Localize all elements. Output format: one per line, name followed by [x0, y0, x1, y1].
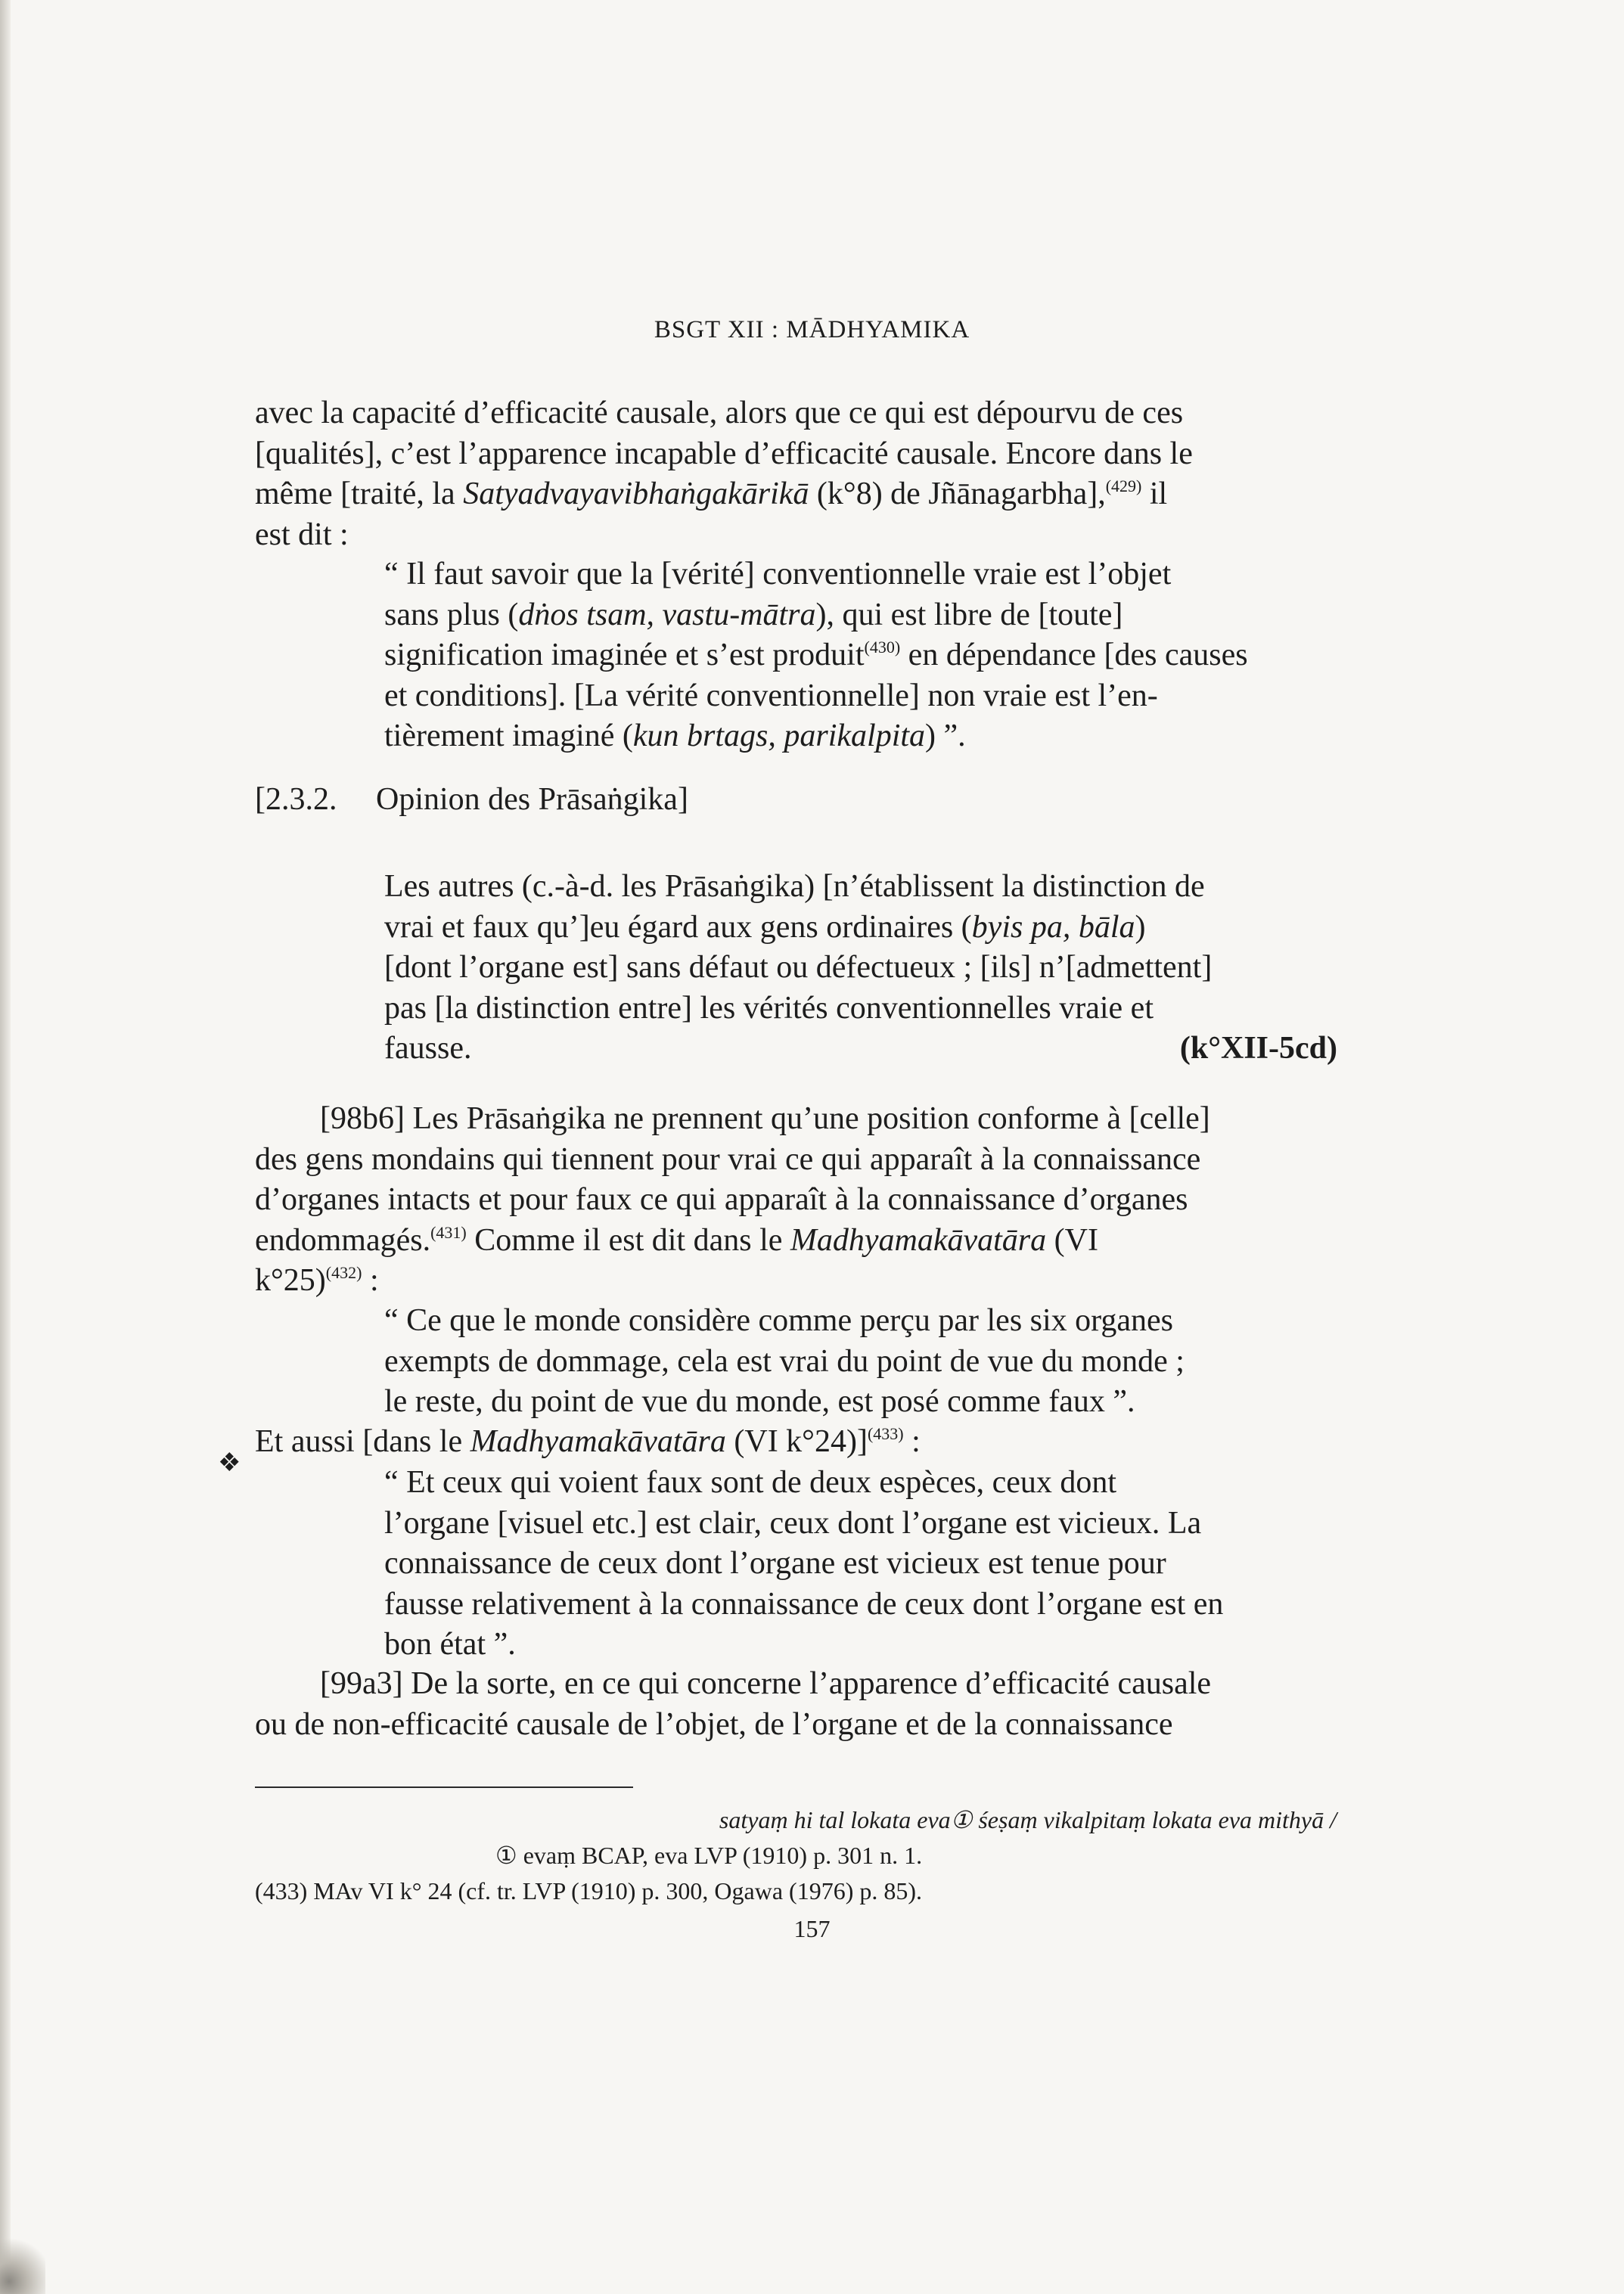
running-head: BSGT XII : MĀDHYAMIKA: [654, 316, 970, 343]
p3-line-1: [255, 1422, 1335, 1463]
page-number: 157: [793, 1915, 831, 1942]
verse-l2-text: vrai et faux qu’]eu égard aux gens ordinaires (: [384, 909, 972, 945]
verse-line-5: [384, 1029, 1337, 1069]
footnote-ref-433[interactable]: (433): [867, 1424, 904, 1443]
paragraph-4: [255, 1664, 1335, 1745]
verse-line-2: [384, 908, 1337, 948]
q3-line-3: connaissance de ceux dont l’organe est vicieux est tenue pour: [384, 1546, 1166, 1581]
footnote-variant-note: ① evaṃ BCAP, eva LVP (1910) p. 301 n. 1.: [495, 1842, 923, 1869]
p3-text-b: (VI k°24)]: [725, 1424, 868, 1459]
section-title: Opinion des Prāsaṅgika]: [376, 782, 688, 817]
q3-line-1: “ Et ceux qui voient faux sont de deux espèces, ceux dont: [384, 1465, 1117, 1500]
p2-l4-text: endommagés.: [255, 1222, 431, 1258]
tibetan-sanskrit-term: byis pa, bāla: [971, 909, 1135, 945]
footnote-ref-431[interactable]: (431): [430, 1222, 467, 1242]
p1-line-1: avec la capacité d’efficacité causale, alors que ce qui est dépourvu de ces: [255, 396, 1184, 430]
tibetan-sanskrit-term: dṅos tsam, vastu-mātra: [518, 597, 816, 632]
p1-line-4: est dit :: [255, 517, 349, 552]
q1-line-5: [384, 716, 1337, 757]
q2-line-3: le reste, du point de vue du monde, est posé comme faux ”.: [384, 1384, 1135, 1419]
karika-reference: (k°XII-5cd): [1179, 1031, 1337, 1066]
root-verse: [384, 867, 1337, 1069]
q1-line-1: “ Il faut savoir que la [vérité] conventionnelle vraie est l’objet: [384, 557, 1172, 591]
verse-l5-text: fausse.: [384, 1031, 472, 1066]
footnote-sanskrit-verse: satyaṃ hi tal lokata eva① śeṣaṃ vikalpitaṃ lokata eva mithyā /: [719, 1806, 1337, 1833]
work-title: Madhyamakāvatāra: [470, 1424, 726, 1459]
q1-l3-text: signification imaginée et s’est produit: [384, 638, 865, 672]
work-title: Satyadvayavibhaṅgakārikā: [463, 476, 809, 511]
p1-l3-text: même [traité, la: [255, 476, 464, 511]
q1-l2-text-b: ), qui est libre de [toute]: [815, 597, 1123, 632]
q3-line-2: l’organe [visuel etc.] est clair, ceux dont l’organe est vicieux. La: [384, 1505, 1202, 1541]
footnote-ref-432[interactable]: (432): [325, 1263, 362, 1282]
p2-line-4: [255, 1221, 1335, 1262]
p1-line-2: [qualités], c’est l’apparence incapable d’efficacité causale. Encore dans le: [255, 436, 1193, 471]
paragraph-2: [255, 1099, 1335, 1302]
p3-text-c: :: [903, 1424, 921, 1459]
quote-2: [384, 1301, 1337, 1423]
q1-l3-text-b: en dépendance [des causes: [900, 638, 1248, 672]
p1-l3-text-c: il: [1141, 476, 1168, 511]
verse-line-3: [dont l’organe est] sans défaut ou défectueux ; [ils] n’[admettent]: [384, 950, 1213, 985]
q1-line-3: [384, 635, 1337, 676]
q1-line-4: et conditions]. [La vérité conventionnelle] non vraie est l’en-: [384, 678, 1158, 713]
q3-line-4: fausse relativement à la connaissance de ceux dont l’organe est en: [384, 1586, 1224, 1622]
tibetan-sanskrit-term: kun brtags, parikalpita: [632, 719, 926, 753]
quote-3: [384, 1463, 1337, 1665]
work-title: Madhyamakāvatāra: [790, 1222, 1047, 1258]
p1-l3-text-b: (k°8) de Jñānagarbha],: [809, 476, 1106, 511]
p2-l5-text-b: :: [362, 1263, 379, 1298]
q2-line-1: “ Ce que le monde considère comme perçu par les six organes: [384, 1303, 1174, 1338]
section-heading: [255, 781, 688, 818]
q3-line-5: bon état ”.: [384, 1627, 516, 1662]
q1-l5-text-b: ) ”.: [925, 719, 966, 753]
p2-l4-text-b: Comme il est dit dans le: [466, 1222, 790, 1258]
verse-line-1: Les autres (c.-à-d. les Prāsaṅgika) [n’établissent la distinction de: [384, 869, 1205, 904]
p1-line-3: [255, 474, 1335, 515]
margin-mark-icon: ❖: [218, 1449, 241, 1477]
footnote-ref-430[interactable]: (430): [864, 638, 901, 657]
p2-line-3: d’organes intacts et pour faux ce qui apparaît à la connaissance d’organes: [255, 1182, 1188, 1217]
paragraph-3: [255, 1422, 1335, 1463]
paragraph-1: [255, 393, 1335, 555]
quote-1: [384, 554, 1337, 757]
footnotes: [255, 1802, 1337, 1909]
verse-line-4: pas [la distinction entre] les vérités conventionnelles vraie et: [384, 990, 1154, 1026]
p2-line-5: [255, 1261, 1335, 1302]
footnote-divider: [255, 1786, 633, 1788]
p4-line-2: ou de non-efficacité causale de l’objet, de l’organe et de la connaissance: [255, 1706, 1173, 1742]
q1-l5-text: tièrement imaginé (: [384, 719, 633, 753]
verse-l2-text-b: ): [1135, 909, 1146, 945]
footnote-433: (433) MAv VI k° 24 (cf. tr. LVP (1910) p. 300, Ogawa (1976) p. 85).: [255, 1877, 923, 1904]
p2-line-2: des gens mondains qui tiennent pour vrai ce qui apparaît à la connaissance: [255, 1141, 1201, 1177]
p4-line-1: [99a3] De la sorte, en ce qui concerne l’apparence d’efficacité causale: [320, 1666, 1212, 1701]
section-number: [2.3.2.: [255, 782, 337, 817]
p3-text: Et aussi [dans le: [255, 1424, 470, 1459]
p2-line-1: [98b6] Les Prāsaṅgika ne prennent qu’une position conforme à [celle]: [320, 1101, 1210, 1136]
q1-line-2: [384, 595, 1337, 636]
p2-l4-text-c: (VI: [1046, 1222, 1098, 1258]
scan-corner-mark: [0, 2231, 45, 2294]
p2-l5-text: k°25): [255, 1263, 326, 1298]
footnote-ref-429[interactable]: (429): [1105, 476, 1142, 495]
q2-line-2: exempts de dommage, cela est vrai du point de vue du monde ;: [384, 1343, 1185, 1379]
q1-l2-text: sans plus (: [384, 597, 519, 632]
